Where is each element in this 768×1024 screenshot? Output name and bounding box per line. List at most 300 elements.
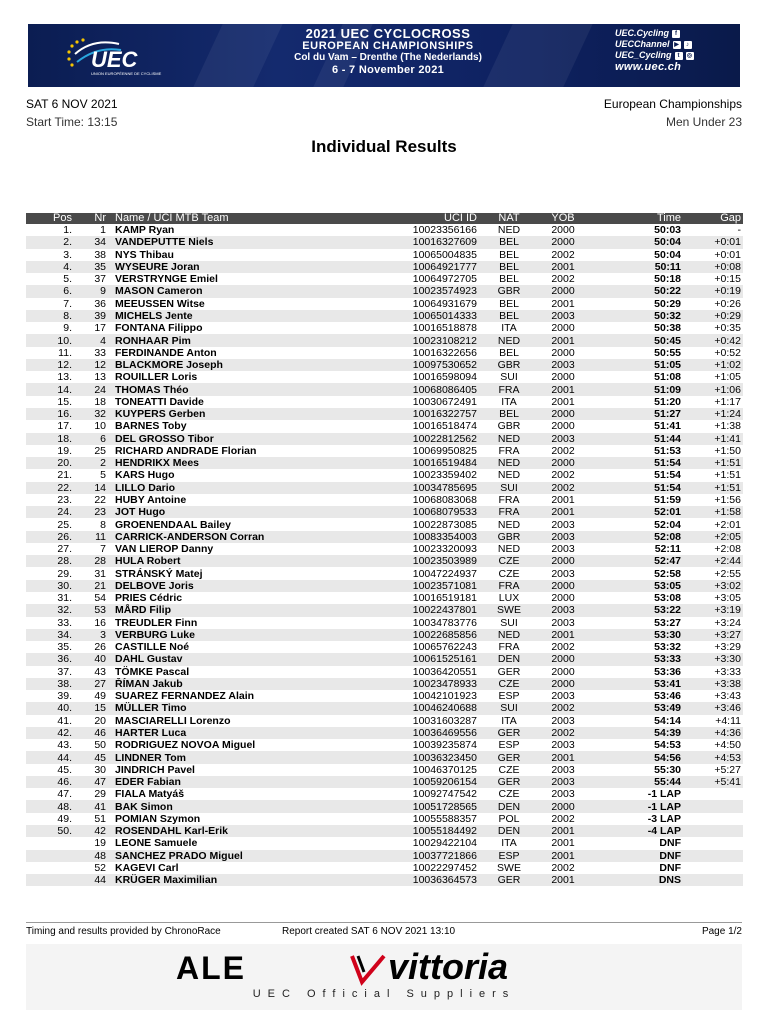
uci-id-cell: 10022297452 [412,861,477,874]
uci-id-cell: 10059206154 [379,776,479,788]
nat-cell: FRA [498,641,520,654]
uci-id-cell: 10029422104 [412,837,477,850]
event-location: Col du Vam – Drenthe (The Nederlands) [294,52,482,63]
rider-name-cell: TREUDLER Finn [115,616,198,629]
nat-cell: SUI [500,616,518,629]
race-date: SAT 6 NOV 2021 [26,97,118,111]
pos-cell: 14. [26,383,74,395]
yob-cell: 2002 [551,469,575,482]
vittoria-mark-icon [348,952,390,988]
gap-cell: +1:38 [714,420,741,433]
time-cell: 51:54 [587,482,683,494]
table-row [26,604,743,616]
yob-cell: 2003 [539,604,587,616]
table-row [26,249,743,261]
nat-cell: SUI [479,702,539,714]
bib-cell: 30 [94,763,106,776]
time-cell: -1 LAP [647,788,681,801]
time-cell: -3 LAP [647,812,681,825]
bib-cell: 11 [74,531,108,543]
gap-cell: +1:24 [683,408,743,420]
time-cell: 50:45 [587,334,683,346]
rider-name-cell: LINDNER Tom [108,751,379,763]
bib-cell: 24 [74,383,108,395]
gap-cell: +1:58 [683,506,743,518]
rider-name-cell: BAK Simon [108,800,379,812]
table-row [26,862,743,874]
table-row [26,653,743,665]
yob-cell: 2003 [539,310,587,322]
gap-cell: +1:41 [683,433,743,445]
nat-cell: NED [479,457,539,469]
yob-cell: 2000 [539,653,587,665]
col-pos: Pos [26,213,74,224]
table-row [26,690,743,702]
time-cell: 53:27 [654,616,681,629]
uci-id-cell: 10023320093 [412,543,477,556]
uci-id-cell: 10016518878 [412,322,477,335]
pos-cell: 27. [57,543,72,556]
gap-cell [683,800,743,812]
bib-cell: 49 [94,690,106,703]
table-row [26,518,743,530]
nat-cell: ESP [498,739,520,752]
gap-cell: +0:35 [714,322,741,335]
time-cell: 50:32 [587,310,683,322]
nat-cell: SUI [500,371,518,384]
pos-cell: 15. [57,395,72,408]
yob-cell: 2001 [539,334,587,346]
nat-cell: DEN [479,653,539,665]
yob-cell: 2003 [551,616,575,629]
time-cell: 55:44 [587,776,683,788]
pos-cell: 23. [57,493,72,506]
yob-cell: 2001 [551,395,575,408]
time-cell: 54:39 [587,727,683,739]
bib-cell: 35 [74,261,108,273]
bib-cell: 3 [74,629,108,641]
bib-cell: 41 [74,800,108,812]
pos-cell: 47. [57,788,72,801]
yob-cell: 2003 [539,359,587,371]
results-body [26,224,743,886]
pos-cell: 29. [57,567,72,580]
yob-cell: 2003 [551,567,575,580]
nat-cell: CZE [498,788,520,801]
gap-cell: +1:51 [683,457,743,469]
rider-name-cell: MASCIARELLI Lorenzo [115,714,231,727]
col-nat: NAT [479,213,539,224]
time-cell: 51:27 [587,408,683,420]
uci-id-cell: 10064921777 [379,261,479,273]
pos-cell: 5. [63,273,72,286]
rider-name-cell: FERDINANDE Anton [115,346,217,359]
rider-name-cell: MICHELS Jente [108,310,379,322]
table-row [26,641,743,653]
nat-cell: BEL [499,248,519,261]
gap-cell: +0:01 [683,236,743,248]
gap-cell: +3:38 [683,678,743,690]
uci-id-cell: 10055588357 [412,812,477,825]
ale-logo: ALE [176,950,246,986]
table-row [26,433,743,445]
pos-cell: 46. [26,776,74,788]
yob-cell: 2002 [539,482,587,494]
uci-id-cell: 10016519484 [379,457,479,469]
uci-id-cell: 10064931679 [412,297,477,310]
pos-cell [26,850,74,862]
time-cell: 51:54 [587,457,683,469]
bib-cell: 54 [94,592,106,605]
nat-cell: LUX [498,592,520,605]
gap-cell: +3:05 [714,592,741,605]
gap-cell: +4:50 [714,739,741,752]
gap-cell: +2:01 [714,518,741,531]
gap-cell: +3:02 [683,580,743,592]
bib-cell: 40 [74,653,108,665]
time-cell: 51:53 [654,444,681,457]
time-cell: 51:09 [587,383,683,395]
gap-cell: +0:19 [683,285,743,297]
nat-cell: BEL [479,310,539,322]
gap-cell: +4:36 [683,727,743,739]
facebook-handle[interactable]: UEC.Cycling [615,28,670,38]
time-cell: 52:04 [654,518,681,531]
rider-name-cell: KARS Hugo [115,469,175,482]
table-row [26,874,743,886]
table-row [26,371,743,383]
nat-cell: BEL [479,408,539,420]
category-name: Men Under 23 [665,115,742,129]
table-row [26,788,743,800]
sponsor-strip [26,944,742,1010]
bib-cell: 26 [94,641,106,654]
bib-cell: 47 [74,776,108,788]
time-cell: 50:22 [587,285,683,297]
gap-cell [683,813,743,825]
gap-cell: +2:55 [714,567,741,580]
rider-name-cell: HENDRIKX Mees [108,457,379,469]
time-cell: 53:46 [654,690,681,703]
yob-cell: 2003 [539,531,587,543]
uci-id-cell: 10016322656 [412,346,477,359]
table-row [26,715,743,727]
pos-cell: 19. [57,444,72,457]
nat-cell: GER [479,751,539,763]
gap-cell: +1:50 [714,444,741,457]
pos-cell: 36. [26,653,74,665]
social-links [615,28,735,73]
yob-cell: 2002 [551,273,575,286]
suppliers-tagline: UEC Official Suppliers [252,988,516,1000]
gap-cell: +0:29 [683,310,743,322]
table-row [26,273,743,285]
gap-cell: +5:27 [714,763,741,776]
bib-cell: 8 [100,518,106,531]
pos-cell: 10. [26,334,74,346]
pos-cell: 25. [57,518,72,531]
pos-cell: 17. [57,420,72,433]
col-gap: Gap [683,213,743,224]
rider-name-cell: STRÁNSKÝ Matej [115,567,203,580]
table-row [26,592,743,604]
nat-cell: NED [497,469,521,482]
rider-name-cell: JINDRICH Pavel [115,763,195,776]
table-row [26,445,743,457]
time-cell: -1 LAP [587,800,683,812]
time-cell: 52:11 [654,543,681,556]
uci-id-cell: 10016322757 [379,408,479,420]
uec-logo-icon [63,34,183,78]
competition-name: European Championships [603,97,742,111]
nat-cell: NED [479,629,539,641]
rider-name-cell: MÅRD Filip [108,604,379,616]
bib-cell: 2 [74,457,108,469]
table-row [26,408,743,420]
website-link[interactable]: www.uec.ch [615,61,682,73]
pos-cell: 6. [26,285,74,297]
rider-name-cell: TÖMKE Pascal [115,665,190,678]
gap-cell: +3:30 [683,653,743,665]
gap-cell [683,837,743,849]
pos-cell: 32. [26,604,74,616]
nat-cell: FRA [498,444,520,457]
table-row [26,543,743,555]
uci-id-cell: 10065762243 [412,641,477,654]
bib-cell: 14 [74,482,108,494]
uci-id-cell: 10064972705 [412,273,477,286]
uci-id-cell: 10036364573 [379,874,479,886]
time-cell: 53:33 [587,653,683,665]
time-cell: DNS [587,874,683,886]
bib-cell: 50 [94,739,106,752]
youtube-icon: ▶ [674,41,679,48]
uci-id-cell: 10036323450 [379,751,479,763]
rider-name-cell: JOT Hugo [108,506,379,518]
table-row [26,494,743,506]
rider-name-cell: VERSTRYNGE Emiel [115,273,218,286]
nat-cell: SUI [479,482,539,494]
yob-cell: 2003 [539,433,587,445]
uci-id-cell: 10037721866 [379,850,479,862]
yob-cell: 2000 [551,420,575,433]
table-row [26,310,743,322]
gap-cell [683,825,743,837]
pos-cell [26,837,74,849]
time-cell: 52:58 [654,567,681,580]
rider-name-cell: MÜLLER Timo [108,702,379,714]
nat-cell: FRA [479,383,539,395]
nat-cell: GER [479,874,539,886]
gap-cell: +3:43 [714,690,741,703]
time-cell: 53:30 [587,629,683,641]
table-row [26,617,743,629]
nat-cell: FRA [498,493,520,506]
uci-id-cell: 10039235874 [412,739,477,752]
gap-cell [683,862,743,874]
uci-id-cell: 10083354003 [379,531,479,543]
bib-cell: 23 [74,506,108,518]
gap-cell: +3:46 [683,702,743,714]
uci-id-cell: 10023571081 [379,580,479,592]
bib-cell: 18 [94,395,106,408]
footer-divider [26,922,742,923]
rider-name-cell: VAN LIEROP Danny [115,543,214,556]
gap-cell: +4:11 [715,714,741,727]
bib-cell: 12 [74,359,108,371]
event-banner [28,24,740,87]
facebook-icon: f [672,30,680,38]
yob-cell: 2003 [551,543,575,556]
time-cell: 53:05 [587,580,683,592]
pos-cell: 44. [26,751,74,763]
pos-cell: 12. [26,359,74,371]
yob-cell: 2000 [539,580,587,592]
table-row [26,322,743,334]
yob-cell: 2001 [539,874,587,886]
uci-id-cell: 10031603287 [412,714,477,727]
yob-cell: 2001 [551,297,575,310]
rider-name-cell: TONEATTI Davide [115,395,204,408]
time-cell: 52:01 [587,506,683,518]
uci-id-cell: 10092747542 [412,788,477,801]
table-row [26,764,743,776]
rider-name-cell: DAHL Gustav [108,653,379,665]
pos-cell: 11. [58,346,72,359]
gap-cell: - [737,224,741,237]
uci-id-cell: 10036420551 [412,665,477,678]
table-row [26,396,743,408]
yob-cell: 2001 [539,261,587,273]
pos-cell: 26. [26,531,74,543]
rider-name-cell: MASON Cameron [108,285,379,297]
nat-cell: ITA [501,395,517,408]
nat-cell: NED [497,543,521,556]
uci-id-cell: 10069950825 [412,444,477,457]
yob-cell: 2000 [539,555,587,567]
nat-cell: BEL [499,273,519,286]
gap-cell [683,788,743,800]
uci-id-cell: 10023503989 [379,555,479,567]
rider-name-cell: RODRIGUEZ NOVOA Miguel [115,739,256,752]
uci-id-cell: 10023356166 [412,224,477,237]
bib-cell: 7 [100,543,106,556]
yob-cell: 2003 [551,518,575,531]
rider-name-cell: KAMP Ryan [115,224,175,237]
time-cell: 53:49 [587,702,683,714]
youtube-handle[interactable]: UECChannel [615,39,670,49]
bib-cell: 32 [74,408,108,420]
nat-cell: DEN [479,825,539,837]
pos-cell: 8. [26,310,74,322]
nat-cell: GER [497,665,521,678]
uci-id-cell: 10034783776 [412,616,477,629]
uci-id-cell: 10068079533 [379,506,479,518]
bib-cell: 13 [94,371,106,384]
gap-cell: +1:51 [714,469,741,482]
nat-cell: CZE [498,567,520,580]
rider-name-cell: DELBOVE Joris [108,580,379,592]
bib-cell: 37 [94,273,106,286]
bib-cell: 43 [94,665,106,678]
uci-id-cell: 10034785695 [379,482,479,494]
rider-name-cell: ROUILLER Loris [115,371,198,384]
col-name: Name / UCI MTB Team [108,213,379,224]
table-row [26,469,743,481]
table-row [26,285,743,297]
yob-cell: 2000 [551,346,575,359]
gap-cell: +2:08 [714,543,741,556]
gap-cell: +1:02 [683,359,743,371]
yob-cell: 2000 [551,322,575,335]
uci-id-cell: 10068086405 [379,383,479,395]
table-row [26,383,743,395]
nat-cell: BEL [499,297,519,310]
bib-cell: 29 [94,788,106,801]
uci-id-cell: 10065004835 [412,248,477,261]
pos-cell: 43. [57,739,72,752]
event-title: 2021 UEC CYCLOCROSS [305,26,471,41]
yob-cell: 2001 [539,751,587,763]
nat-cell: POL [498,812,520,825]
uci-id-cell: 10023574923 [379,285,479,297]
gap-cell: +1:05 [714,371,741,384]
yob-cell: 2003 [551,788,575,801]
nat-cell: GBR [479,359,539,371]
yob-cell: 2001 [539,383,587,395]
event-dates: 6 - 7 November 2021 [331,64,445,76]
rider-name-cell: EDER Fabian [108,776,379,788]
yob-cell: 2001 [551,837,575,850]
table-row [26,457,743,469]
pos-cell: 16. [26,408,74,420]
bib-cell: 19 [94,837,106,850]
rider-name-cell: THOMAS Théo [108,383,379,395]
table-row [26,776,743,788]
time-cell: DNF [587,850,683,862]
pos-cell: 4. [26,261,74,273]
time-cell: 54:56 [587,751,683,763]
nat-cell: BEL [479,261,539,273]
rider-name-cell: KRÜGER Maximilian [108,874,379,886]
rider-name-cell: FIALA Matyáš [115,788,185,801]
time-cell: 51:08 [654,371,681,384]
uci-id-cell: 10046240688 [379,702,479,714]
yob-cell: 2001 [551,493,575,506]
nat-cell: ESP [498,690,520,703]
twitter-handle[interactable]: UEC_Cycling [615,50,672,60]
page-title: Individual Results [311,137,457,156]
pos-cell: 50. [26,825,74,837]
results-table [26,213,743,886]
rider-name-cell: HARTER Luca [108,727,379,739]
time-cell: DNF [659,837,681,850]
yob-cell: 2000 [539,457,587,469]
yob-cell: 2001 [539,850,587,862]
table-row [26,224,743,236]
timing-credit: Timing and results provided by ChronoRace [26,926,221,937]
pos-cell: 41. [57,714,72,727]
pos-cell: 35. [57,641,72,654]
yob-cell: 2000 [539,285,587,297]
gap-cell: +2:05 [683,531,743,543]
table-row [26,666,743,678]
time-cell: 51:05 [587,359,683,371]
pos-cell: 28. [26,555,74,567]
bib-cell: 22 [94,493,106,506]
yob-cell: 2000 [539,236,587,248]
pos-cell: 33. [57,616,72,629]
